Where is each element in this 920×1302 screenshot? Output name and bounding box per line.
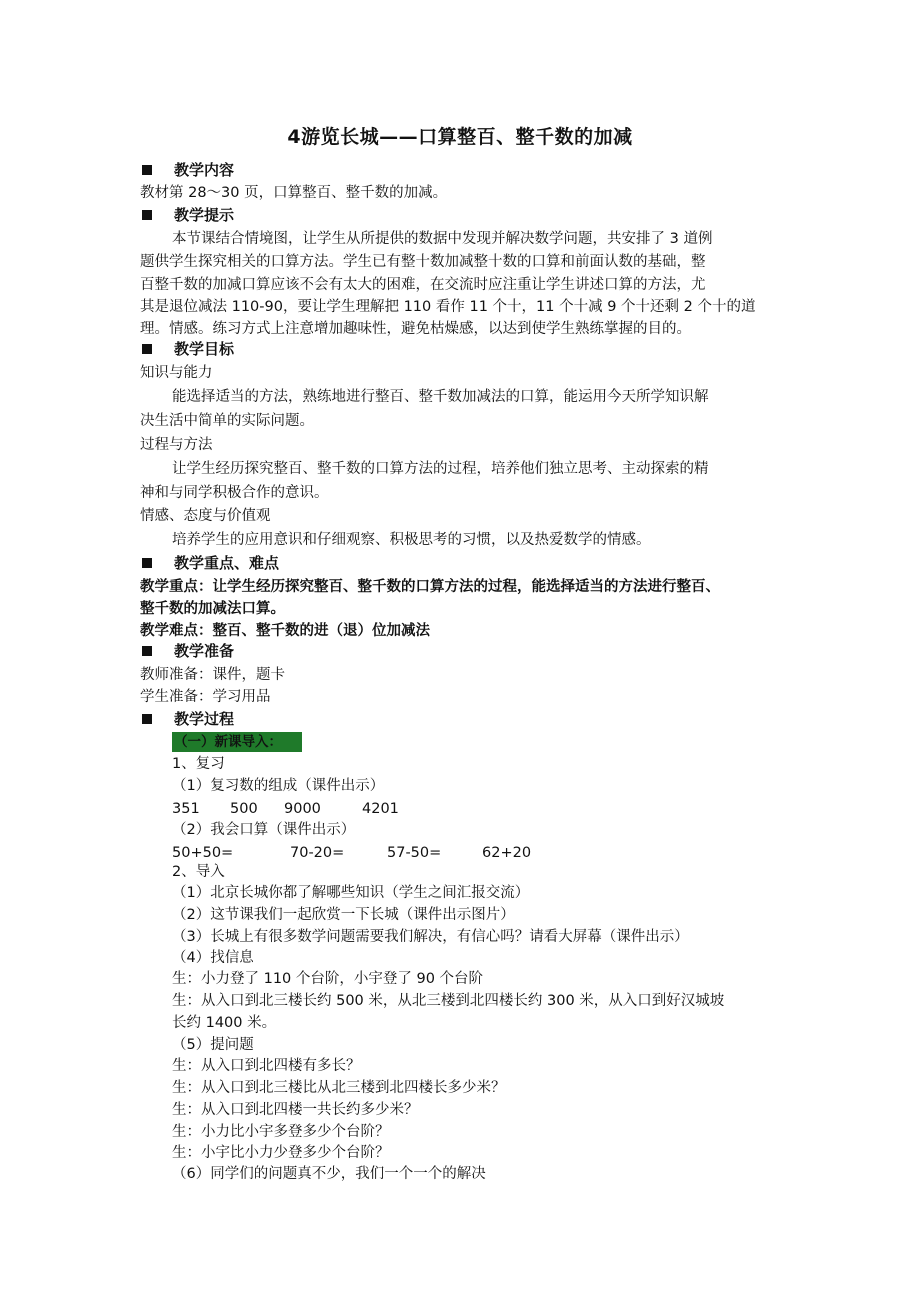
key-point-text: 教学重点：让学生经历探究整百、整千数的口算方法的过程，能选择适当的方法进行整百、 (140, 579, 720, 595)
question-2: （2）我会口算（课件出示） (172, 822, 356, 838)
goal-text: 培养学生的应用意识和仔细观察、积极思考的习惯，以及热爱数学的情感。 (172, 532, 651, 548)
square-bullet-icon (142, 646, 152, 656)
goal-text: 让学生经历探究整百、整千数的口算方法的过程，培养他们独立思考、主动探索的精 (172, 461, 709, 477)
number-item: 500 (230, 801, 258, 817)
section-heading-process: 教学过程 (140, 709, 234, 729)
student-question: 生：从入口到北四楼有多长？ (172, 1058, 361, 1074)
hint-line: 百整千数的加减口算应该不会有太大的困难，在交流时应注重让学生讲述口算的方法，尤 (140, 277, 706, 293)
lead-item: （1）北京长城你都了解哪些知识（学生之间汇报交流） (172, 885, 530, 901)
lead-item: （6）同学们的问题真不少，我们一个一个的解决 (172, 1166, 486, 1182)
section-heading-content: 教学内容 (140, 160, 234, 180)
calc-item: 70-20= (290, 845, 345, 861)
section-heading-goal: 教学目标 (140, 339, 234, 359)
section-heading-key: 教学重点、难点 (140, 553, 279, 573)
question-1: （1）复习数的组成（课件出示） (172, 778, 385, 794)
review-heading: 1、复习 (172, 756, 225, 772)
square-bullet-icon (142, 714, 152, 724)
content-text: 教材第 28～30 页，口算整百、整千数的加减。 (140, 185, 448, 201)
goal-subheading: 知识与能力 (140, 365, 213, 381)
section-heading-prep: 教学准备 (140, 641, 234, 661)
hint-line: 题供学生探究相关的口算方法。学生已有整十数加减整十数的口算和前面认数的基础，整 (140, 254, 706, 270)
calc-item: 62+20 (482, 845, 532, 861)
square-bullet-icon (142, 558, 152, 568)
student-question: 生：小宇比小力少登多少个台阶？ (172, 1145, 390, 1161)
lead-item: （2）这节课我们一起欣赏一下长城（课件出示图片） (172, 907, 515, 923)
student-answer: 生：从入口到北三楼长约 500 米，从北三楼到北四楼长约 300 米，从入口到好汉城坡 (172, 993, 725, 1009)
number-item: 4201 (362, 801, 399, 817)
goal-subheading: 情感、态度与价值观 (140, 508, 271, 524)
goal-text: 决生活中简单的实际问题。 (140, 413, 314, 429)
student-answer: 生：小力登了 110 个台阶，小宇登了 90 个台阶 (172, 971, 484, 987)
section-heading-hint: 教学提示 (140, 205, 234, 225)
hint-line: 本节课结合情境图，让学生从所提供的数据中发现并解决数学问题，共安排了 3 道例 (172, 231, 713, 247)
lead-item: （5）提问题 (172, 1037, 254, 1053)
lead-heading: 2、导入 (172, 864, 225, 880)
hint-line: 理。情感。练习方式上注意增加趣味性，避免枯燥感，以达到使学生熟练掌握的目的。 (140, 321, 691, 337)
student-question: 生：小力比小宇多登多少个台阶？ (172, 1124, 390, 1140)
lead-item: （4）找信息 (172, 950, 254, 966)
goal-text: 能选择适当的方法，熟练地进行整百、整千数加减法的口算，能运用今天所学知识解 (172, 389, 709, 405)
calc-item: 57-50= (387, 845, 442, 861)
hint-line: 其是退位减法 110-90，要让学生理解把 110 看作 11 个十，11 个十减 9 个十还剩 2 个十的道 (140, 299, 756, 315)
number-item: 9000 (284, 801, 321, 817)
square-bullet-icon (142, 344, 152, 354)
goal-subheading: 过程与方法 (140, 437, 213, 453)
goal-text: 神和与同学积极合作的意识。 (140, 485, 329, 501)
intro-label: （一）新课导入： (174, 734, 282, 750)
square-bullet-icon (142, 165, 152, 175)
lead-item: （3）长城上有很多数学问题需要我们解决，有信心吗？请看大屏幕（课件出示） (172, 929, 689, 945)
page-title: 4游览长城——口算整百、整千数的加减 (287, 126, 633, 148)
student-prep: 学生准备：学习用品 (140, 689, 271, 705)
teacher-prep: 教师准备：课件，题卡 (140, 667, 285, 683)
difficulty-text: 教学难点：整百、整千数的进（退）位加减法 (140, 623, 430, 639)
key-point-text: 整千数的加减法口算。 (140, 601, 285, 617)
student-question: 生：从入口到北三楼比从北三楼到北四楼长多少米？ (172, 1080, 506, 1096)
calc-item: 50+50= (172, 845, 234, 861)
student-answer: 长约 1400 米。 (172, 1015, 277, 1031)
number-item: 351 (172, 801, 200, 817)
student-question: 生：从入口到北四楼一共长约多少米？ (172, 1102, 419, 1118)
square-bullet-icon (142, 210, 152, 220)
